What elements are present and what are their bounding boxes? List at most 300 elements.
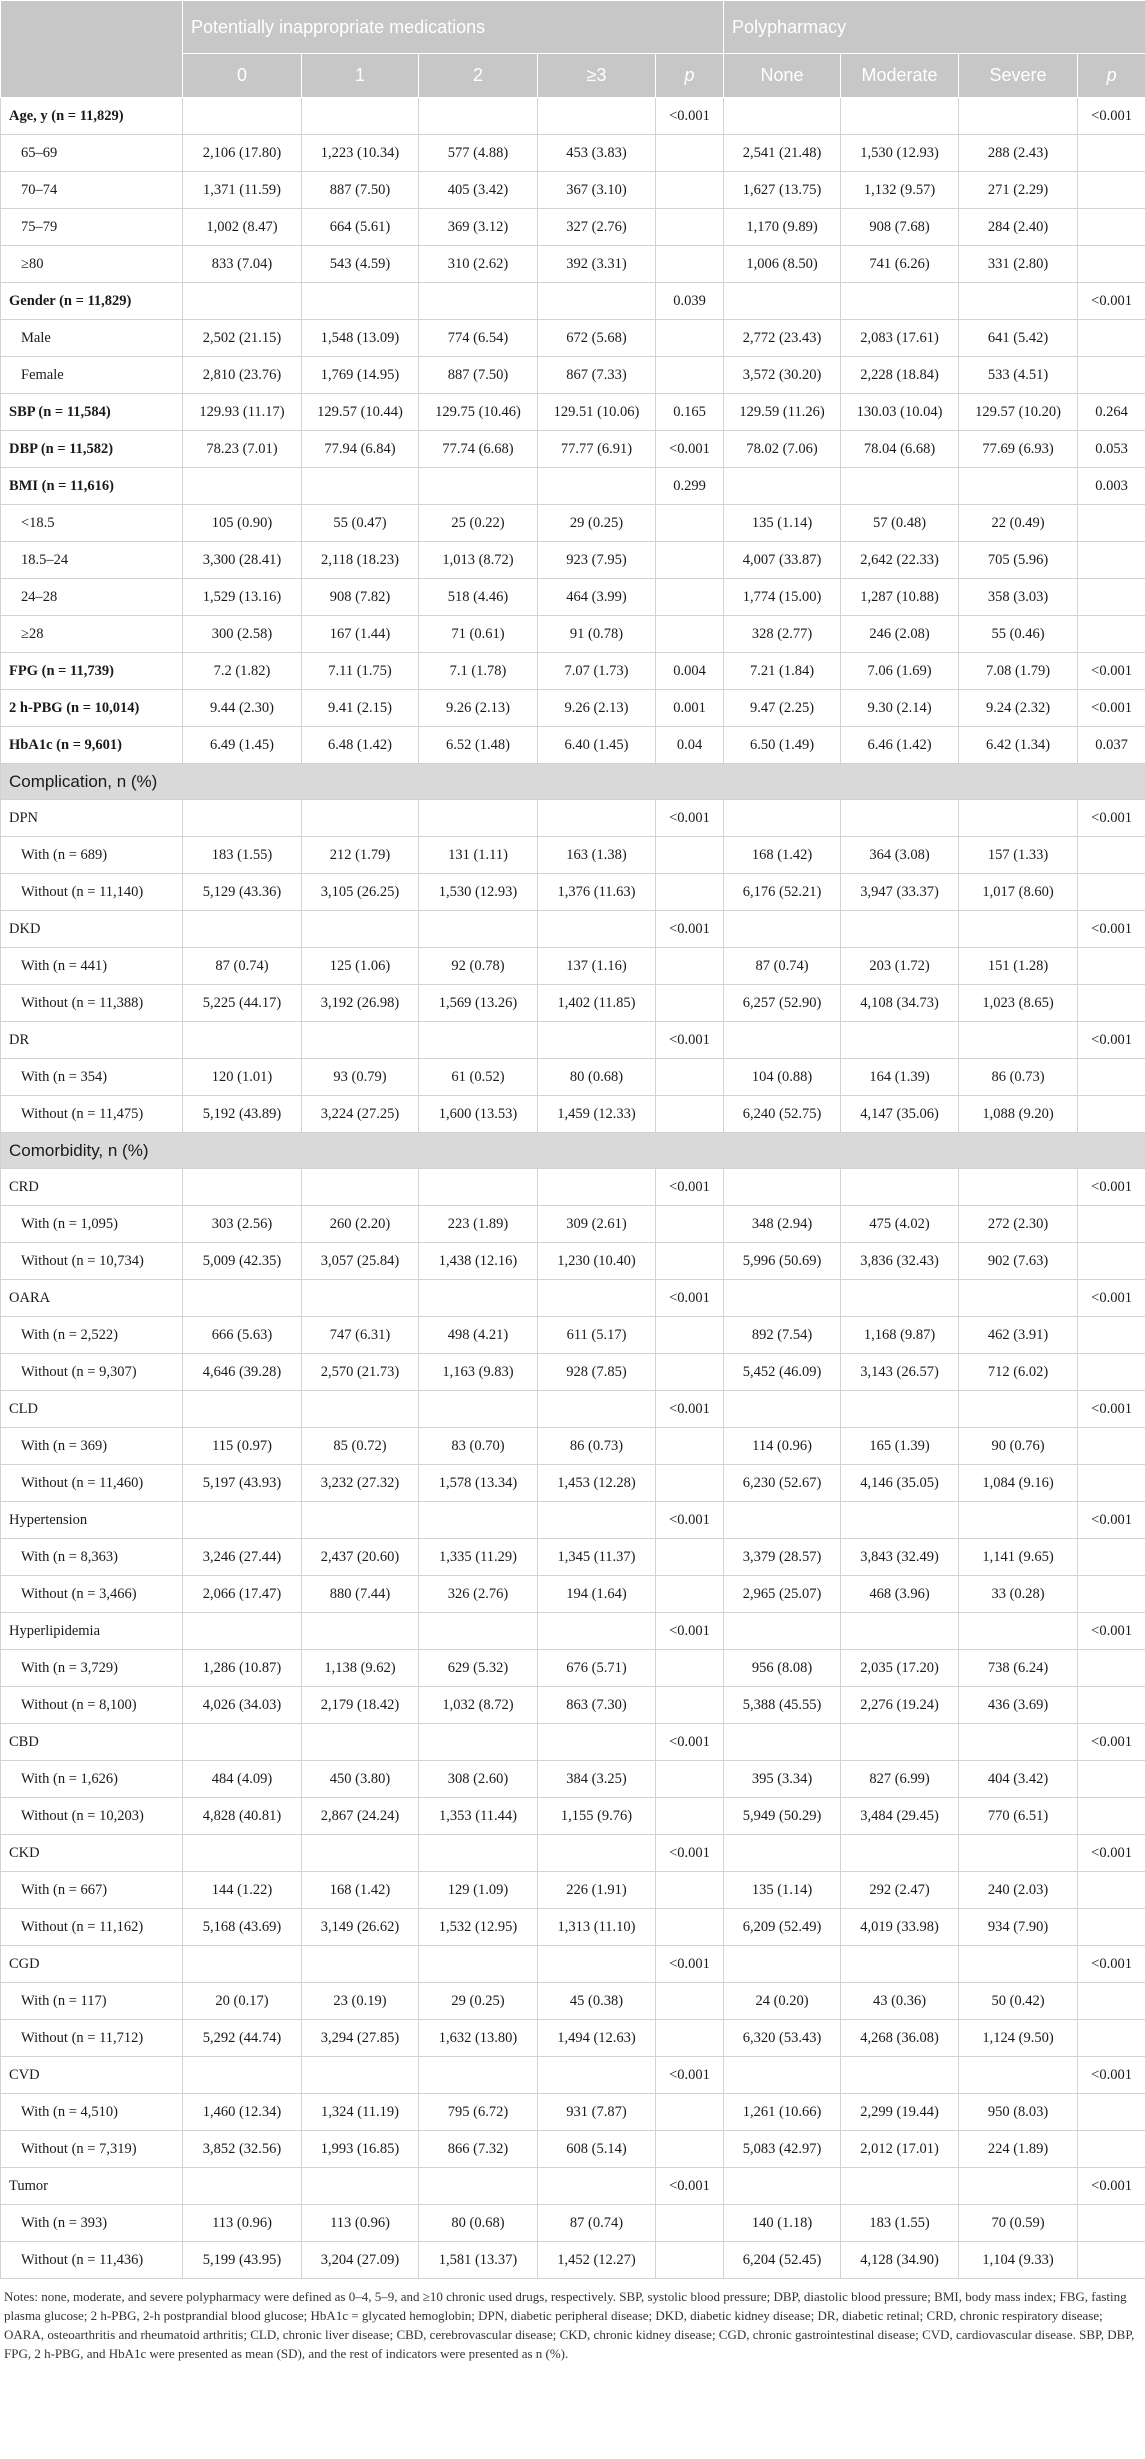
p-value-cell: [656, 1428, 724, 1465]
table-cell: 3,192 (26.98): [302, 985, 419, 1022]
p-value-cell: [1078, 1465, 1145, 1502]
table-cell: 4,007 (33.87): [724, 542, 841, 579]
p-value-cell: [1078, 1761, 1145, 1798]
p-value-cell: [656, 320, 724, 357]
table-row: [1, 246, 1145, 283]
table-cell: 1,155 (9.76): [538, 1798, 656, 1835]
table-cell: 308 (2.60): [419, 1761, 538, 1798]
p-value-cell: [1078, 1798, 1145, 1835]
p-value-cell: [656, 1761, 724, 1798]
table-cell: 1,287 (10.88): [841, 579, 959, 616]
p-value-cell: [1078, 209, 1145, 246]
p-value-cell: [656, 837, 724, 874]
table-cell: 168 (1.42): [724, 837, 841, 874]
table-cell: 328 (2.77): [724, 616, 841, 653]
table-cell: [302, 98, 419, 135]
p-value-cell: [656, 948, 724, 985]
table-cell: 1,632 (13.80): [419, 2020, 538, 2057]
row-label: CBD: [1, 1724, 183, 1761]
table-cell: 908 (7.68): [841, 209, 959, 246]
row-label: DR: [1, 1022, 183, 1059]
table-row: [1, 1983, 1145, 2020]
table-cell: 5,192 (43.89): [183, 1096, 302, 1133]
table-cell: [538, 468, 656, 505]
table-cell: [302, 800, 419, 837]
table-cell: 9.26 (2.13): [419, 690, 538, 727]
table-cell: [841, 1835, 959, 1872]
table-cell: 129.59 (11.26): [724, 394, 841, 431]
p-value-cell: <0.001: [656, 1022, 724, 1059]
table-cell: 867 (7.33): [538, 357, 656, 394]
p-value-cell: [656, 246, 724, 283]
table-row: [1, 800, 1145, 837]
col-header-pim-p: p: [656, 54, 724, 98]
table-cell: [302, 1502, 419, 1539]
table-cell: [538, 911, 656, 948]
table-cell: 3,484 (29.45): [841, 1798, 959, 1835]
table-cell: 129.93 (11.17): [183, 394, 302, 431]
table-cell: 23 (0.19): [302, 1983, 419, 2020]
table-row: [1, 98, 1145, 135]
table-row: [1, 2057, 1145, 2094]
table-row: [1, 505, 1145, 542]
table-cell: 300 (2.58): [183, 616, 302, 653]
table-cell: 2,083 (17.61): [841, 320, 959, 357]
table-cell: 104 (0.88): [724, 1059, 841, 1096]
row-label: Without (n = 9,307): [1, 1354, 183, 1391]
header-corner: [1, 1, 183, 98]
p-value-cell: [1078, 172, 1145, 209]
table-cell: [538, 283, 656, 320]
row-label: SBP (n = 11,584): [1, 394, 183, 431]
table-cell: 833 (7.04): [183, 246, 302, 283]
table-cell: 4,147 (35.06): [841, 1096, 959, 1133]
table-cell: 4,146 (35.05): [841, 1465, 959, 1502]
table-cell: 2,106 (17.80): [183, 135, 302, 172]
table-cell: 326 (2.76): [419, 1576, 538, 1613]
table-cell: [959, 1502, 1078, 1539]
table-cell: 3,300 (28.41): [183, 542, 302, 579]
table-cell: 223 (1.89): [419, 1206, 538, 1243]
p-value-cell: [656, 1798, 724, 1835]
table-row: [1, 1096, 1145, 1133]
table-cell: 129 (1.09): [419, 1872, 538, 1909]
table-cell: 71 (0.61): [419, 616, 538, 653]
row-label: DKD: [1, 911, 183, 948]
table-cell: 284 (2.40): [959, 209, 1078, 246]
table-row: [1, 209, 1145, 246]
table-cell: 1,084 (9.16): [959, 1465, 1078, 1502]
row-label: ≥28: [1, 616, 183, 653]
row-label: ≥80: [1, 246, 183, 283]
table-cell: [959, 1022, 1078, 1059]
table-cell: 1,138 (9.62): [302, 1650, 419, 1687]
table-cell: [302, 1835, 419, 1872]
col-header-poly-moderate: Moderate: [841, 54, 959, 98]
table-cell: 1,578 (13.34): [419, 1465, 538, 1502]
table-cell: [841, 911, 959, 948]
p-value-cell: [656, 1539, 724, 1576]
table-cell: [183, 1946, 302, 1983]
row-label: 2 h-PBG (n = 10,014): [1, 690, 183, 727]
p-value-cell: <0.001: [656, 1613, 724, 1650]
header-group-pim: Potentially inappropriate medications: [183, 1, 724, 54]
table-cell: 863 (7.30): [538, 1687, 656, 1724]
table-cell: 364 (3.08): [841, 837, 959, 874]
table-cell: 4,108 (34.73): [841, 985, 959, 1022]
table-cell: [183, 911, 302, 948]
table-cell: [538, 800, 656, 837]
p-value-cell: <0.001: [1078, 1946, 1145, 1983]
p-value-cell: <0.001: [1078, 690, 1145, 727]
table-cell: 246 (2.08): [841, 616, 959, 653]
table-cell: 1,170 (9.89): [724, 209, 841, 246]
table-cell: [419, 1724, 538, 1761]
table-cell: 6.48 (1.42): [302, 727, 419, 764]
p-value-cell: [656, 505, 724, 542]
p-value-cell: <0.001: [656, 911, 724, 948]
table-cell: 7.08 (1.79): [959, 653, 1078, 690]
header-group-polypharmacy: Polypharmacy: [724, 1, 1145, 54]
table-cell: 1,453 (12.28): [538, 1465, 656, 1502]
row-label: With (n = 393): [1, 2205, 183, 2242]
table-cell: 1,353 (11.44): [419, 1798, 538, 1835]
table-cell: 129.75 (10.46): [419, 394, 538, 431]
p-value-cell: [1078, 1317, 1145, 1354]
table-cell: 9.47 (2.25): [724, 690, 841, 727]
table-cell: 666 (5.63): [183, 1317, 302, 1354]
table-cell: 3,232 (27.32): [302, 1465, 419, 1502]
table-cell: [183, 1391, 302, 1428]
table-cell: 5,083 (42.97): [724, 2131, 841, 2168]
table-row: [1, 1022, 1145, 1059]
table-cell: [724, 1280, 841, 1317]
table-cell: 7.21 (1.84): [724, 653, 841, 690]
p-value-cell: <0.001: [656, 2168, 724, 2205]
table-cell: 165 (1.39): [841, 1428, 959, 1465]
row-label: Gender (n = 11,829): [1, 283, 183, 320]
col-header-pim-1: 1: [302, 54, 419, 98]
table-cell: 908 (7.82): [302, 579, 419, 616]
table-row: [1, 1724, 1145, 1761]
table-cell: 87 (0.74): [538, 2205, 656, 2242]
table-cell: 436 (3.69): [959, 1687, 1078, 1724]
p-value-cell: [656, 2020, 724, 2057]
table-cell: 1,032 (8.72): [419, 1687, 538, 1724]
table-cell: [419, 468, 538, 505]
table-cell: 887 (7.50): [419, 357, 538, 394]
table-cell: 61 (0.52): [419, 1059, 538, 1096]
table-cell: [419, 283, 538, 320]
table-cell: 1,017 (8.60): [959, 874, 1078, 911]
table-cell: 2,772 (23.43): [724, 320, 841, 357]
table-row: [1, 1206, 1145, 1243]
table-cell: [841, 2057, 959, 2094]
p-value-cell: <0.001: [1078, 1724, 1145, 1761]
section-label: Complication, n (%): [1, 764, 1145, 800]
p-value-cell: [656, 1650, 724, 1687]
table-cell: 113 (0.96): [183, 2205, 302, 2242]
row-label: DBP (n = 11,582): [1, 431, 183, 468]
row-label: HbA1c (n = 9,601): [1, 727, 183, 764]
table-cell: 1,459 (12.33): [538, 1096, 656, 1133]
table-cell: 5,452 (46.09): [724, 1354, 841, 1391]
table-cell: 292 (2.47): [841, 1872, 959, 1909]
table-cell: 2,437 (20.60): [302, 1539, 419, 1576]
row-label: With (n = 354): [1, 1059, 183, 1096]
table-row: [1, 2242, 1145, 2279]
table-cell: [183, 1724, 302, 1761]
table-cell: [302, 1022, 419, 1059]
table-cell: 2,179 (18.42): [302, 1687, 419, 1724]
table-cell: 86 (0.73): [959, 1059, 1078, 1096]
table-row: [1, 1428, 1145, 1465]
table-cell: 120 (1.01): [183, 1059, 302, 1096]
table-cell: [419, 1946, 538, 1983]
table-cell: 1,345 (11.37): [538, 1539, 656, 1576]
table-row: [1, 320, 1145, 357]
p-value-cell: [1078, 2131, 1145, 2168]
table-cell: 5,996 (50.69): [724, 1243, 841, 1280]
table-cell: 1,168 (9.87): [841, 1317, 959, 1354]
table-cell: 240 (2.03): [959, 1872, 1078, 1909]
table-cell: [724, 1946, 841, 1983]
row-label: 70–74: [1, 172, 183, 209]
table-row: [1, 1280, 1145, 1317]
table-cell: [959, 1169, 1078, 1206]
table-cell: [183, 2168, 302, 2205]
table-row: [1, 1243, 1145, 1280]
table-cell: 271 (2.29): [959, 172, 1078, 209]
table-cell: 7.11 (1.75): [302, 653, 419, 690]
table-cell: [419, 1613, 538, 1650]
table-cell: 194 (1.64): [538, 1576, 656, 1613]
table-cell: 85 (0.72): [302, 1428, 419, 1465]
table-cell: 795 (6.72): [419, 2094, 538, 2131]
table-row: [1, 283, 1145, 320]
table-cell: 1,324 (11.19): [302, 2094, 419, 2131]
table-cell: 212 (1.79): [302, 837, 419, 874]
p-value-cell: <0.001: [1078, 800, 1145, 837]
row-label: With (n = 1,095): [1, 1206, 183, 1243]
table-cell: 125 (1.06): [302, 948, 419, 985]
table-cell: 92 (0.78): [419, 948, 538, 985]
table-cell: 462 (3.91): [959, 1317, 1078, 1354]
p-value-cell: [656, 1096, 724, 1133]
table-cell: 3,143 (26.57): [841, 1354, 959, 1391]
table-cell: 395 (3.34): [724, 1761, 841, 1798]
table-cell: [302, 1391, 419, 1428]
p-value-cell: [656, 1243, 724, 1280]
table-cell: 309 (2.61): [538, 1206, 656, 1243]
table-cell: [841, 1502, 959, 1539]
table-row: [1, 690, 1145, 727]
table-cell: [959, 1724, 1078, 1761]
table-cell: 827 (6.99): [841, 1761, 959, 1798]
table-cell: 7.07 (1.73): [538, 653, 656, 690]
table-cell: 1,569 (13.26): [419, 985, 538, 1022]
table-cell: [183, 1022, 302, 1059]
row-label: Without (n = 10,203): [1, 1798, 183, 1835]
table-row: [1, 1835, 1145, 1872]
table-cell: 2,228 (18.84): [841, 357, 959, 394]
table-cell: [302, 911, 419, 948]
table-row: [1, 1354, 1145, 1391]
table-cell: [302, 468, 419, 505]
table-cell: 3,379 (28.57): [724, 1539, 841, 1576]
p-value-cell: <0.001: [656, 1946, 724, 1983]
table-cell: [724, 800, 841, 837]
p-value-cell: <0.001: [1078, 2168, 1145, 2205]
table-cell: [841, 1613, 959, 1650]
table-cell: 6,204 (52.45): [724, 2242, 841, 2279]
p-value-cell: 0.001: [656, 690, 724, 727]
table-cell: 1,993 (16.85): [302, 2131, 419, 2168]
p-value-cell: <0.001: [1078, 1169, 1145, 1206]
table-cell: 611 (5.17): [538, 1317, 656, 1354]
p-value-cell: [656, 357, 724, 394]
table-cell: [302, 2057, 419, 2094]
table-cell: [302, 283, 419, 320]
p-value-cell: <0.001: [656, 1280, 724, 1317]
p-value-cell: <0.001: [1078, 2057, 1145, 2094]
table-cell: 77.77 (6.91): [538, 431, 656, 468]
table-cell: 77.74 (6.68): [419, 431, 538, 468]
p-value-cell: 0.003: [1078, 468, 1145, 505]
table-cell: 770 (6.51): [959, 1798, 1078, 1835]
table-row: [1, 1946, 1145, 1983]
table-cell: 543 (4.59): [302, 246, 419, 283]
table-row: [1, 135, 1145, 172]
table-cell: 1,627 (13.75): [724, 172, 841, 209]
p-value-cell: [1078, 1909, 1145, 1946]
row-label: CRD: [1, 1169, 183, 1206]
table-cell: 105 (0.90): [183, 505, 302, 542]
table-cell: 80 (0.68): [538, 1059, 656, 1096]
table-cell: 934 (7.90): [959, 1909, 1078, 1946]
table-row: [1, 911, 1145, 948]
row-label: Hypertension: [1, 1502, 183, 1539]
p-value-cell: [656, 1909, 724, 1946]
p-value-cell: <0.001: [1078, 1280, 1145, 1317]
p-value-cell: [1078, 1983, 1145, 2020]
table-row: [1, 2205, 1145, 2242]
table-row: [1, 468, 1145, 505]
table-cell: [419, 1022, 538, 1059]
table-cell: 2,502 (21.15): [183, 320, 302, 357]
table-cell: 77.69 (6.93): [959, 431, 1078, 468]
table-cell: 7.1 (1.78): [419, 653, 538, 690]
table-cell: 705 (5.96): [959, 542, 1078, 579]
table-cell: 9.41 (2.15): [302, 690, 419, 727]
table-cell: 2,810 (23.76): [183, 357, 302, 394]
row-label: Without (n = 8,100): [1, 1687, 183, 1724]
p-value-cell: <0.001: [1078, 1835, 1145, 1872]
table-cell: 129.51 (10.06): [538, 394, 656, 431]
table-cell: [419, 911, 538, 948]
table-cell: [724, 911, 841, 948]
p-value-cell: <0.001: [1078, 653, 1145, 690]
table-cell: [841, 2168, 959, 2205]
row-label: With (n = 117): [1, 1983, 183, 2020]
table-cell: 20 (0.17): [183, 1983, 302, 2020]
table-cell: [419, 1391, 538, 1428]
table-cell: 1,460 (12.34): [183, 2094, 302, 2131]
table-cell: [302, 2168, 419, 2205]
table-cell: 115 (0.97): [183, 1428, 302, 1465]
table-notes: Notes: none, moderate, and severe polypharmacy were defined as 0–4, 5–9, and ≥10 chronic used drugs, respectively. SBP, systolic blood pressure; DBP, diastolic blood pressure; BMI, body mass index; FBG, fasting plasma glucose; 2 h-PBG, 2-h postprandial blood glucose; HbA1c = glycated hemoglobin; DPN, diabetic peripheral disease; DKD, diabetic kidney disease; DR, diabetic retinal; CRD, chronic respiratory disease; OARA, osteoarthritis and rheumatoid arthritis; CLD, chronic liver disease; CBD, cerebrovascular disease; CKD, chronic kidney disease; CGD, chronic gastrointestinal disease; CVD, cardiovascular disease. SBP, DBP, FPG, 2 h-PBG, and HbA1c were presented as mean (SD), and the rest of indicators were presented as n (%).: [4, 2289, 1135, 2361]
row-label: CKD: [1, 1835, 183, 1872]
p-value-cell: <0.001: [656, 800, 724, 837]
table-cell: [724, 1169, 841, 1206]
table-cell: 2,276 (19.24): [841, 1687, 959, 1724]
table-cell: [724, 2057, 841, 2094]
table-cell: 78.23 (7.01): [183, 431, 302, 468]
table-cell: [538, 1724, 656, 1761]
table-cell: 129.57 (10.44): [302, 394, 419, 431]
table-cell: 29 (0.25): [538, 505, 656, 542]
p-value-cell: [1078, 837, 1145, 874]
row-label: Without (n = 11,436): [1, 2242, 183, 2279]
table-cell: 135 (1.14): [724, 505, 841, 542]
p-value-cell: [1078, 1650, 1145, 1687]
table-cell: 90 (0.76): [959, 1428, 1078, 1465]
table-row: [1, 1502, 1145, 1539]
table-cell: 80 (0.68): [419, 2205, 538, 2242]
table-cell: 167 (1.44): [302, 616, 419, 653]
row-label: <18.5: [1, 505, 183, 542]
table-cell: 2,642 (22.33): [841, 542, 959, 579]
table-cell: 9.44 (2.30): [183, 690, 302, 727]
table-cell: [538, 2057, 656, 2094]
table-cell: 641 (5.42): [959, 320, 1078, 357]
table-cell: 577 (4.88): [419, 135, 538, 172]
table-cell: [724, 98, 841, 135]
p-value-cell: <0.001: [1078, 283, 1145, 320]
row-label: With (n = 8,363): [1, 1539, 183, 1576]
table-row: [1, 616, 1145, 653]
table-cell: 1,141 (9.65): [959, 1539, 1078, 1576]
table-cell: 114 (0.96): [724, 1428, 841, 1465]
table-cell: [419, 2168, 538, 2205]
row-label: Without (n = 7,319): [1, 2131, 183, 2168]
table-cell: 1,376 (11.63): [538, 874, 656, 911]
table-cell: 87 (0.74): [724, 948, 841, 985]
table-cell: 1,104 (9.33): [959, 2242, 1078, 2279]
p-value-cell: <0.001: [656, 1502, 724, 1539]
table-cell: 384 (3.25): [538, 1761, 656, 1798]
table-cell: 1,769 (14.95): [302, 357, 419, 394]
row-label: With (n = 4,510): [1, 2094, 183, 2131]
table-cell: [538, 1280, 656, 1317]
table-cell: 131 (1.11): [419, 837, 538, 874]
table-cell: 93 (0.79): [302, 1059, 419, 1096]
table-row: [1, 1539, 1145, 1576]
table-row: [1, 2094, 1145, 2131]
table-cell: 24 (0.20): [724, 1983, 841, 2020]
table-cell: 928 (7.85): [538, 1354, 656, 1391]
table-cell: 1,532 (12.95): [419, 1909, 538, 1946]
row-label: Without (n = 11,388): [1, 985, 183, 1022]
table-cell: 3,836 (32.43): [841, 1243, 959, 1280]
p-value-cell: [656, 1317, 724, 1354]
table-cell: [538, 1502, 656, 1539]
p-value-cell: [656, 2131, 724, 2168]
table-cell: 887 (7.50): [302, 172, 419, 209]
table-cell: 5,129 (43.36): [183, 874, 302, 911]
table-cell: [538, 1391, 656, 1428]
table-cell: 4,268 (36.08): [841, 2020, 959, 2057]
